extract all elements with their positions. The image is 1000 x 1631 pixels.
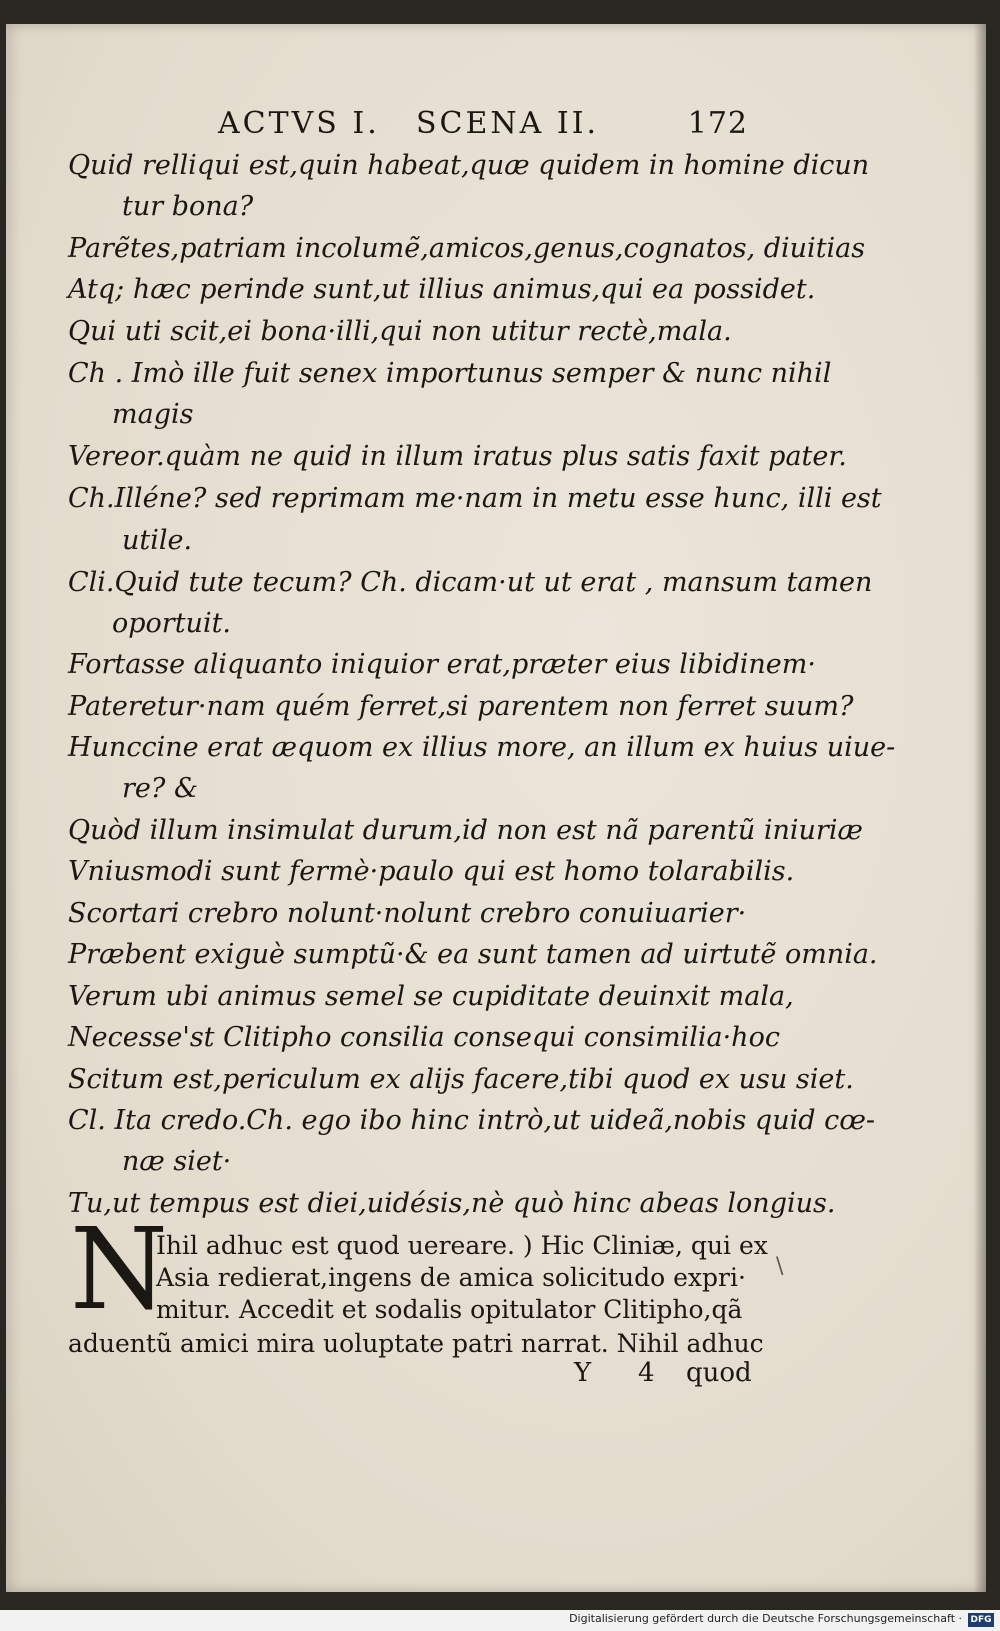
commentary-line: mitur. Accedit et sodalis opitulator Clitipho,qã <box>156 1295 743 1324</box>
verse-line: magis <box>112 399 194 430</box>
page-number: 172 <box>687 106 748 141</box>
verse-line: Necesse'st Clitipho consilia consequi consimilia·hoc <box>68 1022 780 1053</box>
catchword: quod <box>686 1358 752 1388</box>
verse-line: Quid relliqui est,quin habeat,quæ quidem in homine dicun <box>68 150 870 181</box>
funding-text: Digitalisierung gefördert durch die Deutsche Forschungsgemeinschaft · <box>569 1612 962 1625</box>
verse-line: Scitum est,periculum ex alijs facere,tibi quod ex usu siet. <box>68 1064 854 1095</box>
verse-line: Hunccine erat æquom ex illius more, an illum ex huius uiue- <box>68 732 896 763</box>
commentary-line: Asia redierat,ingens de amica solicitudo expri· <box>156 1263 746 1292</box>
verse-line: Scortari crebro nolunt·nolunt crebro conuiuarier· <box>68 898 747 929</box>
verse-line: Atq; hæc perinde sunt,ut illius animus,qui ea possidet. <box>68 274 816 305</box>
dfg-logo: DFG <box>968 1613 994 1627</box>
verse-line: Quòd illum insimulat durum,id non est nã parentũ iniuriæ <box>68 815 863 846</box>
drop-cap-initial: N <box>70 1205 168 1335</box>
verse-line: Ch . Imò ille fuit senex importunus semper & nunc nihil <box>68 358 832 389</box>
verse-line: Verum ubi animus semel se cupiditate deuinxit mala, <box>68 981 794 1012</box>
page-text <box>6 24 986 1592</box>
header-scene: SCENA II. <box>416 106 600 141</box>
verse-line: Præbent exiguè sumptũ·& ea sunt tamen ad uirtutẽ omnia. <box>68 939 878 970</box>
verse-line: Cli.Quid tute tecum? Ch. dicam·ut ut erat , mansum tamen <box>68 567 873 598</box>
header-act: ACTVS I. <box>218 106 380 141</box>
book-page <box>6 24 986 1592</box>
verse-line: Ch.Illéne? sed reprimam me·nam in metu esse hunc, illi est <box>68 483 882 514</box>
verse-line: oportuit. <box>112 608 232 639</box>
verse-line: Fortasse aliquanto iniquior erat,præter eius libidinem· <box>68 649 816 680</box>
verse-line: Pateretur·nam quém ferret,si parentem non ferret suum? <box>68 691 854 722</box>
verse-line: Parẽtes,patriam incolumẽ,amicos,genus,cognatos, diuitias <box>68 233 866 264</box>
verse-line: Vniusmodi sunt fermè·paulo qui est homo tolarabilis. <box>68 856 795 887</box>
verse-line: tur bona? <box>122 191 254 222</box>
signature-number: 4 <box>638 1358 655 1388</box>
signature-mark: Y <box>574 1358 592 1388</box>
verse-line: utile. <box>122 525 193 556</box>
running-header <box>218 106 748 146</box>
margin-mark: \ <box>776 1254 784 1279</box>
funding-banner <box>0 1610 1000 1631</box>
verse-line: Cl. Ita credo.Ch. ego ibo hinc intrò,ut uideã,nobis quid cœ- <box>68 1105 876 1136</box>
verse-line: Qui uti scit,ei bona·illi,qui non utitur rectè,mala. <box>68 316 732 347</box>
commentary-line: aduentũ amici mira uoluptate patri narrat. Nihil adhuc <box>68 1329 764 1358</box>
commentary-line: Ihil adhuc est quod uereare. ) Hic Cliniæ, qui ex <box>156 1231 768 1260</box>
verse-line: re? & <box>122 773 198 804</box>
verse-line: Tu,ut tempus est diei,uidésis,nè quò hinc abeas longius. <box>68 1188 836 1219</box>
verse-line: Vereor.quàm ne quid in illum iratus plus satis faxit pater. <box>68 441 847 472</box>
verse-line: næ siet· <box>122 1146 232 1177</box>
